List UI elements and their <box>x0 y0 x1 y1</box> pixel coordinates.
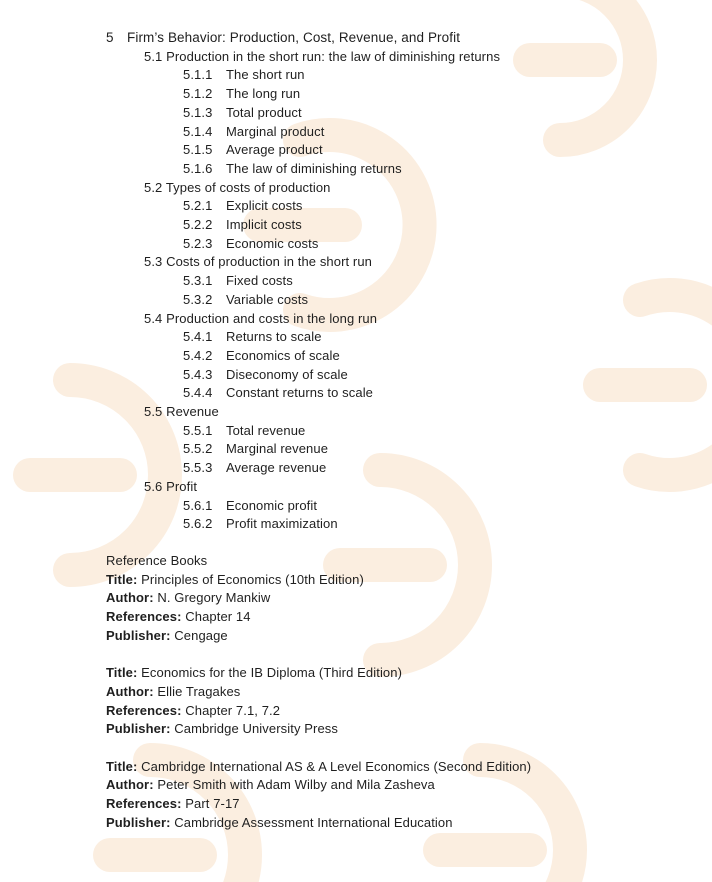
chapter-number: 5 <box>106 30 114 45</box>
subsection-number: 5.1.3 <box>183 104 213 120</box>
subsection-number: 5.5.2 <box>183 441 213 457</box>
subsection-title: Average revenue <box>226 460 327 476</box>
section-heading: 5.3 Costs of production in the short run <box>144 254 373 270</box>
chapter-heading <box>106 30 460 46</box>
book-author-line <box>106 684 240 700</box>
book-field-label: Publisher: <box>106 814 171 830</box>
book-publisher-line <box>106 721 338 737</box>
book-title-line <box>106 665 402 681</box>
subsection-item <box>183 348 340 364</box>
subsection-item <box>183 329 322 345</box>
book-field-label: Author: <box>106 683 154 699</box>
subsection-title: The long run <box>226 86 301 102</box>
book-author-line <box>106 590 270 606</box>
book-references: Part 7-17 <box>185 796 240 812</box>
book-field-label: Author: <box>106 590 154 606</box>
subsection-item <box>183 385 373 401</box>
book-author-line <box>106 777 435 793</box>
subsection-item <box>183 516 338 532</box>
chapter-title: Firm’s Behavior: Production, Cost, Revenue, and Profit <box>127 30 461 45</box>
book-field-label: References: <box>106 796 182 812</box>
subsection-item <box>183 67 305 83</box>
subsection-number: 5.4.4 <box>183 385 213 401</box>
book-field-label: Title: <box>106 758 138 774</box>
subsection-item <box>183 460 326 476</box>
subsection-number: 5.6.1 <box>183 497 213 513</box>
subsection-title: Economics of scale <box>226 347 340 363</box>
book-field-label: References: <box>106 609 182 625</box>
subsection-number: 5.5.3 <box>183 460 213 476</box>
subsection-number: 5.2.2 <box>183 217 213 232</box>
subsection-title: Constant returns to scale <box>226 385 374 401</box>
subsection-title: Profit maximization <box>226 516 338 532</box>
subsection-number: 5.1.6 <box>183 160 213 176</box>
subsection-title: Returns to scale <box>226 329 322 345</box>
subsection-item <box>183 498 317 514</box>
section-heading: 5.6 Profit <box>144 478 198 494</box>
subsection-title: The law of diminishing returns <box>226 160 402 176</box>
book-title: Economics for the IB Diploma (Third Edition) <box>141 665 403 681</box>
subsection-title: Economic profit <box>226 497 318 513</box>
book-field-label: Publisher: <box>106 721 171 737</box>
book-references-line <box>106 796 240 812</box>
section-heading: 5.5 Revenue <box>144 404 219 419</box>
subsection-item <box>183 142 323 158</box>
subsection-number: 5.1.5 <box>183 142 213 158</box>
book-field-label: Author: <box>106 777 154 793</box>
book-publisher: Cengage <box>174 627 228 643</box>
subsection-item <box>183 292 308 308</box>
book-field-label: Publisher: <box>106 627 171 643</box>
subsection-title: Economic costs <box>226 235 319 251</box>
subsection-title: Fixed costs <box>226 273 293 289</box>
book-author: N. Gregory Mankiw <box>157 590 271 606</box>
book-title-line <box>106 759 531 775</box>
book-title-line <box>106 572 364 588</box>
subsection-number: 5.4.1 <box>183 329 213 345</box>
book-title: Principles of Economics (10th Edition) <box>141 571 364 587</box>
subsection-item <box>183 367 348 383</box>
subsection-number: 5.3.2 <box>183 291 213 307</box>
subsection-title: Total product <box>226 104 302 120</box>
subsection-item <box>183 161 402 177</box>
subsection-item <box>183 86 300 102</box>
subsection-title: Variable costs <box>226 291 309 307</box>
reference-heading: Reference Books <box>106 553 208 568</box>
subsection-number: 5.4.3 <box>183 366 213 382</box>
subsection-item <box>183 441 328 457</box>
book-references: Chapter 7.1, 7.2 <box>185 702 281 718</box>
book-field-label: References: <box>106 702 182 718</box>
subsection-title: The short run <box>226 67 305 83</box>
book-references-line <box>106 703 280 719</box>
section-heading: 5.1 Production in the short run: the law of diminishing returns <box>144 48 501 64</box>
subsection-title: Explicit costs <box>226 198 303 214</box>
subsection-number: 5.2.1 <box>183 198 213 214</box>
subsection-number: 5.4.2 <box>183 347 213 363</box>
subsection-item <box>183 273 293 289</box>
subsection-number: 5.2.3 <box>183 235 213 251</box>
subsection-number: 5.1.2 <box>183 86 213 102</box>
section-heading: 5.4 Production and costs in the long run <box>144 310 378 326</box>
book-field-label: Title: <box>106 571 138 587</box>
book-publisher: Cambridge University Press <box>174 721 339 737</box>
subsection-title: Diseconomy of scale <box>226 366 348 382</box>
book-publisher: Cambridge Assessment International Education <box>174 814 453 830</box>
book-author: Ellie Tragakes <box>157 683 241 699</box>
subsection-item <box>183 217 302 233</box>
subsection-number: 5.1.1 <box>183 67 213 83</box>
subsection-item <box>183 124 324 140</box>
subsection-number: 5.3.1 <box>183 273 213 289</box>
book-references-line <box>106 609 251 625</box>
book-author: Peter Smith with Adam Wilby and Mila Zasheva <box>157 777 435 793</box>
book-references: Chapter 14 <box>185 609 251 625</box>
book-publisher-line <box>106 815 453 831</box>
book-title: Cambridge International AS & A Level Economics (Second Edition) <box>141 758 532 774</box>
book-field-label: Title: <box>106 665 138 681</box>
subsection-title: Marginal revenue <box>226 441 329 457</box>
section-heading: 5.2 Types of costs of production <box>144 179 331 195</box>
subsection-title: Average product <box>226 142 323 158</box>
book-publisher-line <box>106 628 228 644</box>
subsection-item <box>183 105 302 121</box>
subsection-item <box>183 198 303 214</box>
subsection-number: 5.5.1 <box>183 422 213 438</box>
subsection-title: Marginal product <box>226 123 325 139</box>
subsection-item <box>183 423 305 439</box>
subsection-number: 5.1.4 <box>183 123 213 139</box>
subsection-item <box>183 236 318 252</box>
subsection-title: Implicit costs <box>226 217 302 232</box>
subsection-number: 5.6.2 <box>183 516 213 532</box>
subsection-title: Total revenue <box>226 422 306 438</box>
